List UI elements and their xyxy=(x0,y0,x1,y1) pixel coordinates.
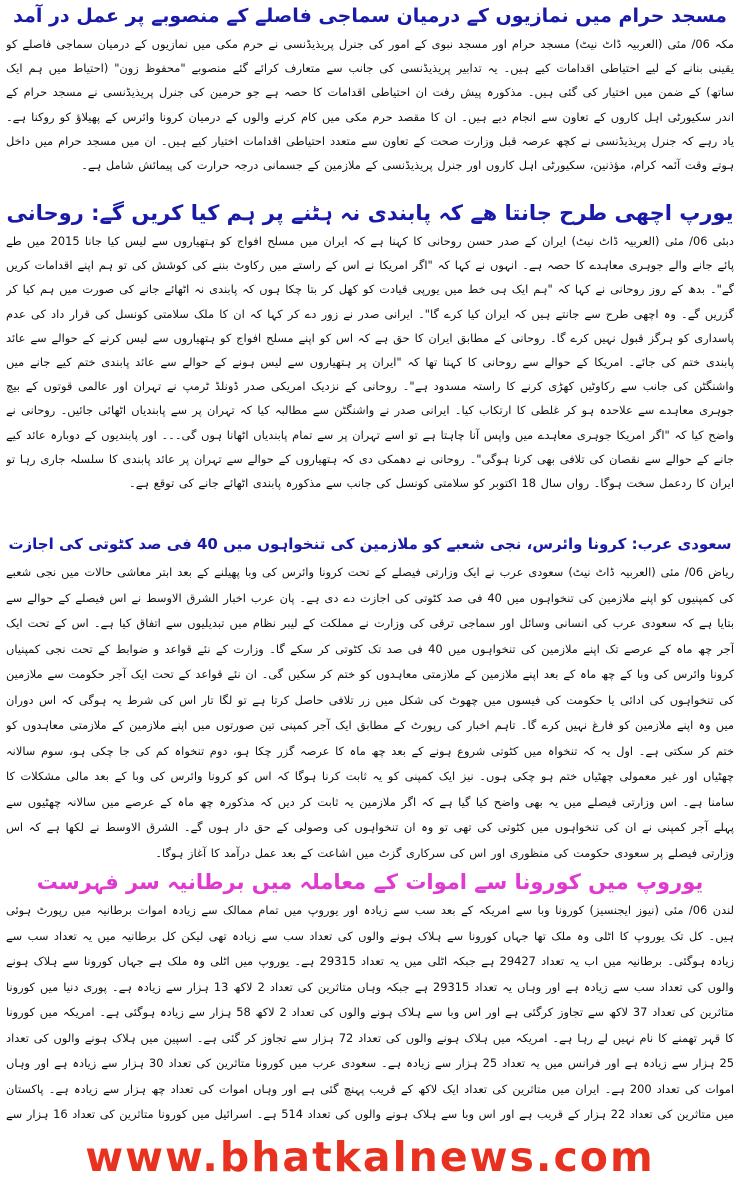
article-masjid-haram xyxy=(0,0,740,177)
article-body: ریاض 06/ مئی (العربیہ ڈاٹ نیٹ) سعودی عرب نے ایک وزارتی فیصلے کے تحت کرونا وائرس کی وبا پھیلنے کے بعد ابتر معاشی حالات میں نجی شعبے کی کمپنیوں کو اپنے ملازمین کی تنخواہوں میں 40 فی صد کٹوتی کی اجازت دے دی ہے۔ پان عرب اخبار الشرق الاوسط نے اس فیصلے کے حوالے سے بتایا ہے کہ سعودی عرب کی انسانی وسائل اور سماجی ترقی کی وزارت نے مملکت کے لیبر نظام میں تبدیلیوں سے اتفاق کیا ہے۔ اس کے تحت ایک آجر چھ ماہ کے عرصے تک اپنے ملازمین کی تنخواہوں میں 40 فی صد تک کٹوتی کر سکے گا۔ وزارت کے نئے قواعد و ضوابط کے تحت نجی کمپنیاں کرونا وائرس کی وبا کے چھ ماہ کے بعد اپنے ملازمین کے ملازمتی معاہدوں کو ختم کر سکیں گی۔ ان نئے قواعد کے تحت ایک آجر حکومت سے ملازمین کی تنخواہوں کی ادائی یا حکومت کی فیسوں میں چھوٹ کی شکل میں زر تلافی حاصل کرتا ہے تو لگا تار اس کی شرط یہ ہوگی کہ اس دوران میں وہ اپنے ملازمین کو فارغ نہیں کرے گا۔ تاہم اخبار کی رپورٹ کے مطابق ایک آجر کمپنی تین صورتوں میں اپنے ملازمین کے ملازمتی معاہدوں کو ختم کر سکتی ہے۔ اول یہ کہ تنخواہ میں کٹوتی شروع ہونے کے بعد چھ ماہ کا عرصہ گزر چکا ہو، دوم تنخواہ کم کی جا چکی ہو، سوم سالانہ چھٹیاں اور غیر معمولی چھٹیاں ختم ہو چکی ہوں۔ نیز ایک کمپنی کو یہ ثابت کرنا ہوگا کہ اس کو کرونا وائرس کی وبا کے بعد مالی مشکلات کا سامنا ہے۔ اس وزارتی فیصلے میں یہ بھی واضح کیا گیا ہے کہ اگر ملازمین یہ ثابت کر دیں کہ مذکورہ چھ ماہ کے عرصے میں سالانہ چھٹیوں سے پہلے آجر کمپنی نے ان کی تنخواہوں میں کٹوتی کی تھی تو وہ ان تنخواہوں کی وصولی کے حق دار ہوں گے۔ الشرق الاوسط نے لکھا ہے کہ اس وزارتی فیصلے پر سعودی حکومت کی منظوری اور اس کی سرکاری گزٹ میں اشاعت کے بعد عمل درآمد کا آغاز ہوگا۔ xyxy=(6,565,734,860)
article-body: لندن 06/ مئی (نیوز ایجنسیز) کورونا وبا سے امریکہ کے بعد سب سے زیادہ اور یوروپ میں تمام ممالک سے زیادہ اموات برطانیہ میں رپورٹ ہوئی ہیں۔ کل تک یوروپ کا اٹلی وہ ملک تھا جہاں کورونا سے ہلاک ہونے والوں کی تعداد سب سے زیادہ تھی لیکن کل برطانیہ میں یہ تعداد سب سے زیادہ ہوگئی۔ برطانیہ میں اب یہ تعداد 29427 ہے جبکہ اٹلی میں یہ تعداد 29315 ہے۔ یوروپ میں اٹلی وہ ملک ہے جہاں کورونا سے ہلاک ہونے والوں کی تعداد سب سے زیادہ ہے اور وہاں یہ تعداد 29315 ہے جبکہ وہاں متاثرین کی تعداد 2 لاکھ 13 ہزار سے زیادہ ہے۔ پوری دنیا میں کورونا متاثرین کی تعداد 37 لاکھ سے تجاوز کرگئی ہے اور اس وبا سے ہلاک ہونے والوں کی تعداد 2 لاکھ 58 ہزار سے زیادہ ہوگئی ہے۔ امریکہ میں کورونا کا قہر تھمنے کا نام نہیں لے رہا ہے۔ امریکہ میں ہلاک ہونے والوں کی تعداد 72 ہزار سے تجاوز کر گئی ہے۔ اسپین میں ہلاک ہونے والوں کی تعداد 25 ہزار سے زیادہ ہے اور فرانس میں یہ تعداد 25 ہزار سے زیادہ ہے۔ سعودی عرب میں کورونا متاثرین کی تعداد 30 ہزار سے زیادہ ہے اور وہاں اموات کی تعداد 200 ہے۔ ایران میں متاثرین کی تعداد ایک لاکھ کے قریب پہنچ گئی ہے اور وہاں اموات کی تعداد چھ ہزار سے زیادہ ہے۔ پاکستان میں متاثرین کی تعداد 22 ہزار کے قریب ہے اور اس وبا سے ہلاک ہونے والوں کی تعداد 514 ہے۔ اسرائیل میں کورونا متاثرین کی تعداد 16 ہزار سے xyxy=(6,903,734,1121)
headline: یوروپ میں کورونا سے اموات کے معاملہ میں برطانیہ سر فہرست xyxy=(36,870,704,894)
headline: یورپ اچھی طرح جانتا ھے کہ پابندی نہ ہٹنے پر ہم کیا کریں گے: روحانی xyxy=(6,201,734,225)
article-rouhani xyxy=(0,197,740,495)
article-saudi-salary xyxy=(0,528,740,866)
headline: سعودی عرب: کرونا وائرس، نجی شعبے کو ملازمین کی تنخواہوں میں 40 فی صد کٹوتی کی اجازت xyxy=(8,535,732,553)
headline: مسجد حرام میں نمازیوں کے درمیان سماجی فاصلے کے منصوبے پر عمل در آمد xyxy=(13,5,727,27)
article-europe-deaths xyxy=(0,866,740,1126)
site-url-footer: www.bhatkalnews.com xyxy=(85,1133,655,1179)
article-body: مکہ 06/ مئی (العربیہ ڈاٹ نیٹ) مسجد حرام اور مسجد نبوی کے امور کی جنرل پریذیڈنسی نے حرم مکی میں نمازیوں کے درمیان سماجی فاصلے کو یقینی بنانے کے لیے احتیاطی اقدامات کیے ہیں۔ یہ تدابیر پریذیڈنسی کی جانب سے متعارف کرائے گئے منصوبے "محفوظ زون" (احتیاط میں ہم ایک ساتھ) کے ضمن میں اختیار کی گئی ہیں۔ مذکورہ پیش رفت ان احتیاطی اقدامات کا حصہ ہے جو حرمین کی جنرل پریذیڈنسی نے مسجد حرام کے اندر سکیورٹی اہل کاروں کے تعاون سے انجام دیے ہیں۔ ان کا مقصد حرم مکی میں کام کرنے والوں کے درمیان کرونا وائرس کے پھیلاؤ کو روکنا ہے۔ یاد رہے کہ جنرل پریذیڈنسی نے کچھ عرصہ قبل وزارت صحت کے تعاون سے متعدد احتیاطی اقدامات اختیار کیے ہیں۔ ان میں مسجد حرام میں داخل ہوتے وقت آئمہ کرام، مؤذنین، سکیورٹی اہل کاروں اور جنرل پریذیڈنسی کے ملازمین کے جسمانی درجہ حرارت کی پیمائش شامل ہے۔ xyxy=(6,37,734,173)
article-body: دبئی 06/ مئی (العربیہ ڈاٹ نیٹ) ایران کے صدر حسن روحانی کا کہنا ہے کہ ایران میں مسلح افواج کو ہتھیاروں سے لیس کیا جانا 2015 میں طے پائے جانے والے جوہری معاہدے کا حصہ ہے۔ انہوں نے کہا کہ "اگر امریکا نے اس کے راستے میں رکاوٹ بننے کی کوشش کی تو ہم اپنے اقدامات کریں گے"۔ بدھ کے روز روحانی نے کہا کہ "ہم ایک ہی خط میں یورپی قیادت کو کھل کر بتا چکا ہوں کہ پابندی نہ اٹھائے جانے کی صورت میں ہم کیا کر گزریں گے۔ وہ اچھی طرح سے جانتے ہیں کہ ایران کیا کرے گا"۔ ایرانی صدر نے زور دے کر کہا کہ ان کا ملک سلامتی کونسل کی قرار داد کی عدم پاسداری کو ہرگز قبول نہیں کرے گا۔ روحانی کے مطابق ایران کا حق ہے کہ اس کو اپنے مسلح افواج کو ہتھیاروں سے لیس کرنے کے حوالے سے عائد پابندی ختم کی جائے۔ امریکا کے حوالے سے روحانی کا کہنا تھا کہ "ایران پر ہتھیاروں سے لیس ہونے کے حوالے سے عائد پابندی ختم کیے جانے میں واشنگٹن کی جانب سے رکاوٹیں کھڑی کرنے کا راستہ مسدود ہے"۔ روحانی کے نزدیک امریکی صدر ڈونلڈ ٹرمپ نے تہران اور عالمی قوتوں کے بیچ جوہری معاہدے سے علاحدہ ہو کر غلطی کا ارتکاب کیا۔ ایرانی صدر نے واشنگٹن سے مطالبہ کیا کہ تہران پر سے پابندیاں اٹھائی جائیں۔ روحانی نے واضح کیا کہ "اگر امریکا جوہری معاہدے میں واپس آنا چاہتا ہے تو اسے تہران پر سے تمام پابندیاں اٹھانا ہوں گی۔۔۔ اور پابندیوں کے دوبارہ عائد کیے جانے کے حوالے سے نقصان کی تلافی بھی کرنا ہوگی"۔ روحانی نے دھمکی دی کہ ہتھیاروں کے حوالے سے تہران پر عائد پابندی کا سلسلہ جاری رہا تو ایران کا ردعمل سخت ہوگا۔ رواں سال 18 اکتوبر کو سلامتی کونسل کی جانب سے مذکورہ پابندی اٹھائے جانے کی توقع ہے۔ xyxy=(6,234,734,491)
